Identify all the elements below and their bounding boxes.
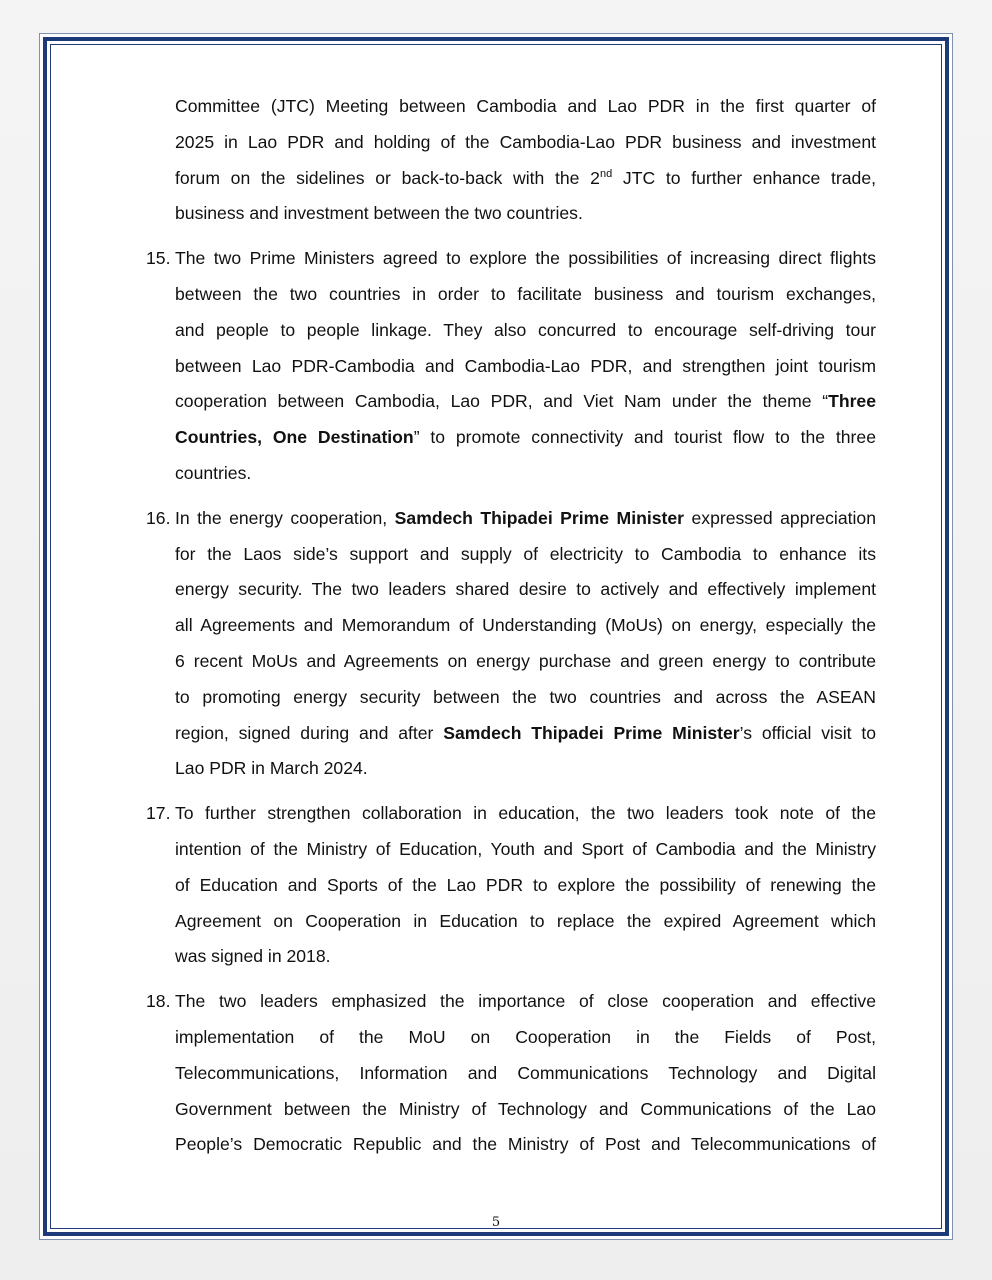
text-fragment: region, signed during and after <box>175 722 444 743</box>
text-line: The two Prime Ministers agreed to explore the possibilities of increasing direct flights <box>175 248 876 269</box>
page-number: 5 <box>491 1215 501 1230</box>
paragraph-number: 18. <box>146 991 171 1012</box>
text-line: People’s Democratic Republic and the Ministry of Post and Telecommunications of <box>175 1134 876 1155</box>
text-line: 6 recent MoUs and Agreements on energy purchase and green energy to contribute <box>175 650 876 671</box>
text-line: Agreement on Cooperation in Education to replace the expired Agreement which <box>175 910 876 931</box>
text-fragment: cooperation between Cambodia, Lao PDR, and Viet Nam under the theme “ <box>175 391 829 412</box>
bold-title: Samdech Thipadei Prime Minister <box>443 722 740 743</box>
text-line: intention of the Ministry of Education, Youth and Sport of Cambodia and the Ministry <box>175 838 876 859</box>
paragraph-number: 17. <box>146 803 171 824</box>
text-fragment: ’s official visit to <box>739 722 877 743</box>
text-line: energy security. The two leaders shared desire to actively and effectively implement <box>175 579 876 600</box>
paragraph-15 <box>146 241 876 492</box>
paragraph-number: 15. <box>146 248 171 269</box>
text-line: Lao PDR in March 2024. <box>175 758 368 779</box>
paragraph-17 <box>146 796 876 975</box>
bold-theme-part: Countries, One Destination <box>175 427 414 448</box>
superscript-ordinal: nd <box>599 167 613 180</box>
text-fragment: to promote connectivity and tourist flow to the three <box>419 427 876 448</box>
bold-theme-part: Three <box>828 391 876 412</box>
text-line <box>175 161 876 197</box>
text-line: Committee (JTC) Meeting between Cambodia and Lao PDR in the first quarter of <box>175 96 876 116</box>
text-line: Government between the Ministry of Technology and Communications of the Lao <box>175 1098 876 1119</box>
text-line: and people to people linkage. They also concurred to encourage self-driving tour <box>175 319 876 340</box>
text-fragment: In the energy cooperation, <box>175 507 395 528</box>
text-line: business and investment between the two countries. <box>175 203 583 224</box>
bold-title: Samdech Thipadei Prime Minister <box>394 507 685 528</box>
text-line: To further strengthen collaboration in education, the two leaders took note of the <box>175 803 876 824</box>
text-line: Telecommunications, Information and Communications Technology and Digital <box>175 1062 876 1083</box>
text-line: to promoting energy security between the two countries and across the ASEAN <box>175 686 876 707</box>
text-line: was signed in 2018. <box>175 946 331 967</box>
text-fragment: forum on the sidelines or back-to-back with the 2 <box>175 167 600 188</box>
text-line: between Lao PDR-Cambodia and Cambodia-Lao PDR, and strengthen joint tourism <box>175 355 876 376</box>
text-line: 2025 in Lao PDR and holding of the Cambodia-Lao PDR business and investment <box>175 131 876 152</box>
paragraph-16 <box>146 501 877 787</box>
text-fragment: expressed appreciation <box>684 507 876 528</box>
text-line <box>175 716 876 752</box>
text-line: of Education and Sports of the Lao PDR to explore the possibility of renewing the <box>175 874 876 895</box>
text-line <box>175 501 876 537</box>
text-line: between the two countries in order to facilitate business and tourism exchanges, <box>175 283 876 304</box>
text-line: countries. <box>175 462 252 483</box>
text-fragment: ” <box>413 427 420 448</box>
text-line <box>175 420 876 456</box>
paragraph-number: 16. <box>146 507 171 528</box>
text-fragment: JTC to further enhance trade, <box>612 167 876 188</box>
text-line: implementation of the MoU on Cooperation in the Fields of Post, <box>175 1026 876 1047</box>
text-line <box>175 384 876 420</box>
text-line: all Agreements and Memorandum of Understanding (MoUs) on energy, especially the <box>175 615 876 636</box>
text-line: The two leaders emphasized the importance of close cooperation and effective <box>175 991 876 1012</box>
paragraph-continuation <box>175 89 876 232</box>
paragraph-18 <box>146 984 876 1163</box>
text-line: for the Laos side’s support and supply of electricity to Cambodia to enhance its <box>175 543 876 564</box>
document-body <box>146 89 877 1172</box>
